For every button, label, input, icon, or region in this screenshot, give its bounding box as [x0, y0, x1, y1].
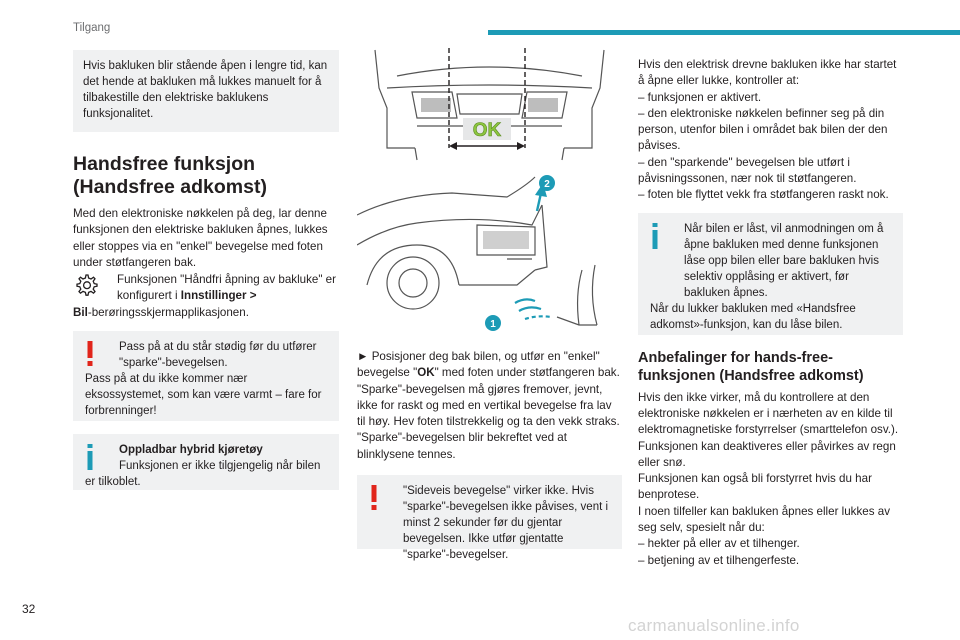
step-badge-2: 2 — [544, 179, 550, 190]
check-intro: Hvis den elektrisk drevne bakluken ikke har startet å åpne eller lukke, kontroller at: — [638, 58, 897, 88]
info-line-2: Når du lukker bakluken med «Handsfree adkomst»-funksjon, kan du låse bilen. — [650, 302, 856, 331]
recommendations-heading: Anbefalinger for hands-free-funksjonen (Handsfree adkomst) — [638, 349, 864, 384]
recommendation: I noen tilfeller kan bakluken åpnes eller lukkes av seg selv, spesielt når du: — [638, 504, 890, 535]
ok-zone-label: OK — [472, 120, 502, 141]
gear-icon — [73, 272, 99, 298]
warning-icon — [367, 485, 381, 511]
settings-app-text: -berøringsskjermapplikasjonen. — [87, 305, 249, 319]
column-right — [638, 57, 903, 569]
check-item: – den elektroniske nøkkelen befinner seg på din person, utenfor bilen i området bak bilen der den påvises. — [638, 106, 888, 153]
page-number: 32 — [22, 602, 36, 616]
step-badge-1: 1 — [490, 319, 496, 330]
instructions — [357, 349, 622, 463]
confirm-paragraph: "Sparke"-bevegelsen blir bekreftet ved at blinklysene tennes. — [357, 431, 567, 461]
info-body: Funksjonen er ikke tilgjengelig når bilen er tilkoblet. — [85, 460, 321, 489]
rear-view-illustration — [357, 48, 622, 163]
warning-icon — [83, 341, 97, 367]
recommendation: Hvis den ikke virker, må du kontrollere at den elektroniske nøkkelen er i nærheten av en kilde til elektromagnetiske forstyrrelser (smarttelefon osv.). — [638, 390, 899, 437]
warning-text: "Sideveis bevegelse" virker ikke. Hvis "sparke"-bevegelsen ikke påvises, vent i minst 2 sekunder før du gjentar bevegelsen. Ikke utfør gjentatte "sparke"-bevegelser. — [403, 485, 609, 562]
info-icon — [648, 223, 662, 249]
settings-note — [73, 272, 339, 305]
warning-line-1: Pass på at du står stødig før du utfører "sparke"-bevegelsen. — [119, 341, 317, 370]
recommendation-item: – hekter på eller av et tilhenger. — [638, 537, 800, 551]
info-icon — [83, 444, 97, 470]
check-item: – den "sparkende" bevegelsen ble utført i påvisningssonen, nær nok til støtfangeren. — [638, 155, 857, 186]
header-accent-bar — [488, 30, 960, 35]
kick-paragraph: "Sparke"-bevegelsen må gjøres fremover, jevnt, ikke for raskt og med en vertikal bevegelse fra lav til høy. Hev foten tilstrekkelig og ta den vekk straks. — [357, 382, 620, 429]
section-title: Tilgang — [73, 22, 111, 34]
check-item: – funksjonen er aktivert. — [638, 90, 762, 104]
intro-paragraph: Med den elektroniske nøkkelen på deg, lar denne funksjonen den elektriske bakluken åpnes, lukkes eller stoppes via en "enkel" bevegelse med foten under støtfangeren bak. — [73, 207, 328, 269]
kick-gesture-illustration — [357, 175, 622, 335]
check-item: – foten ble flyttet vekk fra støtfangeren raskt nok. — [638, 188, 889, 202]
column-left — [73, 50, 339, 490]
recommendation: Funksjonen kan deaktiveres eller påvirkes av regn eller snø. — [638, 439, 896, 469]
note-box — [73, 50, 339, 132]
step-text-ok: OK — [417, 366, 435, 380]
step-text-suffix: " med foten under støtfangeren bak. — [434, 366, 620, 380]
info-box — [638, 213, 903, 335]
info-title: Oppladbar hybrid kjøretøy — [119, 444, 263, 457]
column-middle — [357, 48, 622, 562]
info-line-1: Når bilen er låst, vil anmodningen om å åpne bakluken med denne funksjonen låse opp bilen eller bare bakluken hvis selektiv opplåsing er aktivert, før bakluken åpnes. — [684, 222, 884, 299]
section-heading: Handsfree funksjon (Handsfree adkomst) — [73, 153, 267, 198]
watermark: carmanualsonline.info — [628, 616, 800, 635]
warning-box — [73, 331, 339, 421]
step-text-prefix: ► Posisjoner deg bak bilen, og utfør en "enkel" bevegelse " — [357, 350, 600, 380]
settings-path: Innstillinger > — [180, 289, 257, 303]
note-box-text: Hvis bakluken blir stående åpen i lengre tid, kan det hende at bakluken må lukkes manuelt for å tilbakestille den elektriske baklukens funksjonalitet. — [83, 60, 328, 120]
settings-path-bil: Bil — [73, 305, 88, 319]
settings-text: Funksjonen "Håndfri åpning av bakluke" er konfigurert i — [117, 273, 336, 303]
warning-line-2: Pass på at du ikke kommer nær eksossystemet, som kan være varmt – fare for forbrenninger! — [85, 373, 322, 418]
warning-box — [357, 475, 622, 562]
recommendation-item: – betjening av et tilhengerfeste. — [638, 553, 800, 567]
recommendation: Funksjonen kan også bli forstyrret hvis du har benprotese. — [638, 472, 872, 502]
info-box — [73, 434, 339, 490]
